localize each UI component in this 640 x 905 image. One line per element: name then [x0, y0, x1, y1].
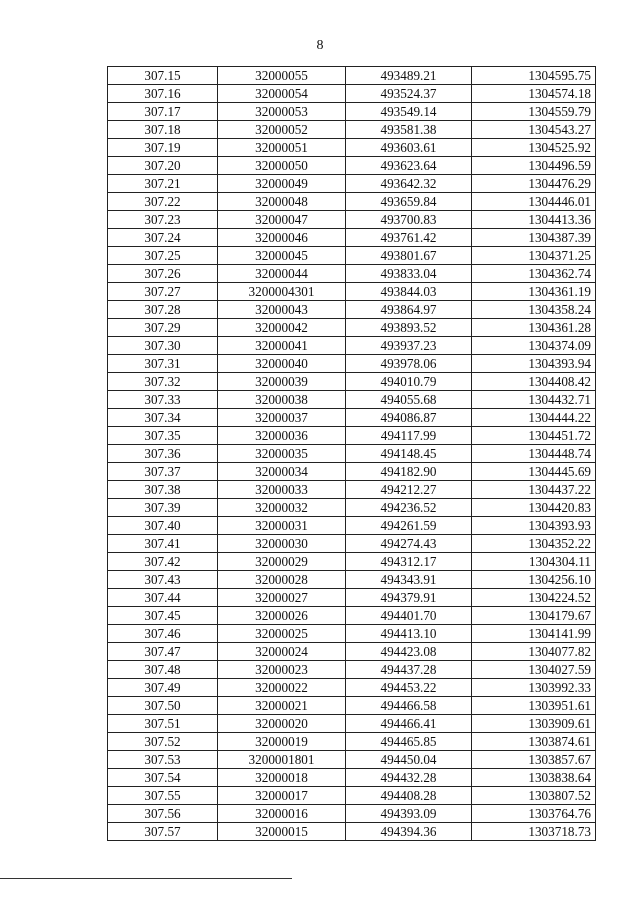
y-coordinate-cell: 1304141.99: [472, 625, 596, 643]
x-coordinate-cell: 494236.52: [346, 499, 472, 517]
table-row: [108, 211, 596, 229]
point-number-cell: 307.43: [108, 571, 218, 589]
point-id-cell: 32000053: [218, 103, 346, 121]
point-number-cell: 307.52: [108, 733, 218, 751]
point-id-cell: 32000046: [218, 229, 346, 247]
y-coordinate-cell: 1304496.59: [472, 157, 596, 175]
point-number-cell: 307.34: [108, 409, 218, 427]
table-row: [108, 319, 596, 337]
x-coordinate-cell: 493801.67: [346, 247, 472, 265]
point-number-cell: 307.28: [108, 301, 218, 319]
point-number-cell: 307.20: [108, 157, 218, 175]
y-coordinate-cell: 1304420.83: [472, 499, 596, 517]
y-coordinate-cell: 1304393.93: [472, 517, 596, 535]
x-coordinate-cell: 494394.36: [346, 823, 472, 841]
y-coordinate-cell: 1304437.22: [472, 481, 596, 499]
point-id-cell: 3200004301: [218, 283, 346, 301]
point-id-cell: 32000024: [218, 643, 346, 661]
footnote-separator-line: [0, 878, 292, 879]
x-coordinate-cell: 493659.84: [346, 193, 472, 211]
point-number-cell: 307.32: [108, 373, 218, 391]
point-number-cell: 307.17: [108, 103, 218, 121]
table-row: [108, 67, 596, 85]
point-number-cell: 307.27: [108, 283, 218, 301]
point-number-cell: 307.25: [108, 247, 218, 265]
y-coordinate-cell: 1304574.18: [472, 85, 596, 103]
x-coordinate-cell: 493864.97: [346, 301, 472, 319]
point-number-cell: 307.24: [108, 229, 218, 247]
point-id-cell: 32000015: [218, 823, 346, 841]
table-row: [108, 715, 596, 733]
x-coordinate-cell: 493833.04: [346, 265, 472, 283]
point-id-cell: 32000055: [218, 67, 346, 85]
x-coordinate-cell: 493937.23: [346, 337, 472, 355]
point-id-cell: 32000023: [218, 661, 346, 679]
y-coordinate-cell: 1304358.24: [472, 301, 596, 319]
y-coordinate-cell: 1304077.82: [472, 643, 596, 661]
y-coordinate-cell: 1304476.29: [472, 175, 596, 193]
point-number-cell: 307.42: [108, 553, 218, 571]
x-coordinate-cell: 493623.64: [346, 157, 472, 175]
point-number-cell: 307.44: [108, 589, 218, 607]
x-coordinate-cell: 494010.79: [346, 373, 472, 391]
table-row: [108, 625, 596, 643]
point-id-cell: 32000054: [218, 85, 346, 103]
x-coordinate-cell: 494212.27: [346, 481, 472, 499]
y-coordinate-cell: 1304224.52: [472, 589, 596, 607]
y-coordinate-cell: 1304451.72: [472, 427, 596, 445]
table-row: [108, 823, 596, 841]
x-coordinate-cell: 494432.28: [346, 769, 472, 787]
x-coordinate-cell: 493489.21: [346, 67, 472, 85]
y-coordinate-cell: 1304446.01: [472, 193, 596, 211]
table-row: [108, 643, 596, 661]
table-row: [108, 697, 596, 715]
table-row: [108, 391, 596, 409]
x-coordinate-cell: 493761.42: [346, 229, 472, 247]
point-number-cell: 307.15: [108, 67, 218, 85]
y-coordinate-cell: 1304387.39: [472, 229, 596, 247]
y-coordinate-cell: 1303992.33: [472, 679, 596, 697]
y-coordinate-cell: 1304408.42: [472, 373, 596, 391]
table-row: [108, 193, 596, 211]
y-coordinate-cell: 1304027.59: [472, 661, 596, 679]
point-id-cell: 32000016: [218, 805, 346, 823]
point-number-cell: 307.18: [108, 121, 218, 139]
table-row: [108, 409, 596, 427]
x-coordinate-cell: 494465.85: [346, 733, 472, 751]
point-number-cell: 307.54: [108, 769, 218, 787]
y-coordinate-cell: 1304393.94: [472, 355, 596, 373]
point-number-cell: 307.40: [108, 517, 218, 535]
y-coordinate-cell: 1304361.19: [472, 283, 596, 301]
x-coordinate-cell: 493524.37: [346, 85, 472, 103]
y-coordinate-cell: 1304362.74: [472, 265, 596, 283]
point-number-cell: 307.23: [108, 211, 218, 229]
y-coordinate-cell: 1304543.27: [472, 121, 596, 139]
y-coordinate-cell: 1304256.10: [472, 571, 596, 589]
x-coordinate-cell: 494453.22: [346, 679, 472, 697]
point-number-cell: 307.29: [108, 319, 218, 337]
point-number-cell: 307.47: [108, 643, 218, 661]
x-coordinate-cell: 494401.70: [346, 607, 472, 625]
table-row: [108, 679, 596, 697]
point-id-cell: 32000026: [218, 607, 346, 625]
table-row: [108, 769, 596, 787]
table-row: [108, 283, 596, 301]
y-coordinate-cell: 1304525.92: [472, 139, 596, 157]
x-coordinate-cell: 493603.61: [346, 139, 472, 157]
point-number-cell: 307.38: [108, 481, 218, 499]
point-id-cell: 32000034: [218, 463, 346, 481]
point-id-cell: 32000032: [218, 499, 346, 517]
y-coordinate-cell: 1304352.22: [472, 535, 596, 553]
coordinates-table-body: [108, 67, 596, 841]
table-row: [108, 121, 596, 139]
table-row: [108, 427, 596, 445]
point-number-cell: 307.30: [108, 337, 218, 355]
table-row: [108, 373, 596, 391]
point-id-cell: 32000050: [218, 157, 346, 175]
point-number-cell: 307.46: [108, 625, 218, 643]
x-coordinate-cell: 494466.41: [346, 715, 472, 733]
point-id-cell: 32000044: [218, 265, 346, 283]
x-coordinate-cell: 494379.91: [346, 589, 472, 607]
table-row: [108, 805, 596, 823]
point-id-cell: 32000022: [218, 679, 346, 697]
y-coordinate-cell: 1303874.61: [472, 733, 596, 751]
point-number-cell: 307.49: [108, 679, 218, 697]
point-id-cell: 32000031: [218, 517, 346, 535]
table-row: [108, 265, 596, 283]
y-coordinate-cell: 1303718.73: [472, 823, 596, 841]
point-id-cell: 32000029: [218, 553, 346, 571]
point-number-cell: 307.19: [108, 139, 218, 157]
y-coordinate-cell: 1303838.64: [472, 769, 596, 787]
point-id-cell: 32000043: [218, 301, 346, 319]
point-number-cell: 307.55: [108, 787, 218, 805]
point-id-cell: 32000021: [218, 697, 346, 715]
table-row: [108, 589, 596, 607]
table-row: [108, 535, 596, 553]
y-coordinate-cell: 1304179.67: [472, 607, 596, 625]
point-number-cell: 307.50: [108, 697, 218, 715]
y-coordinate-cell: 1304445.69: [472, 463, 596, 481]
coordinates-table: [107, 66, 596, 841]
x-coordinate-cell: 494393.09: [346, 805, 472, 823]
x-coordinate-cell: 494182.90: [346, 463, 472, 481]
table-row: [108, 787, 596, 805]
y-coordinate-cell: 1304448.74: [472, 445, 596, 463]
y-coordinate-cell: 1304374.09: [472, 337, 596, 355]
table-row: [108, 355, 596, 373]
point-id-cell: 32000019: [218, 733, 346, 751]
y-coordinate-cell: 1304371.25: [472, 247, 596, 265]
y-coordinate-cell: 1303951.61: [472, 697, 596, 715]
point-id-cell: 32000052: [218, 121, 346, 139]
x-coordinate-cell: 494466.58: [346, 697, 472, 715]
point-number-cell: 307.22: [108, 193, 218, 211]
x-coordinate-cell: 493581.38: [346, 121, 472, 139]
table-row: [108, 463, 596, 481]
x-coordinate-cell: 494408.28: [346, 787, 472, 805]
x-coordinate-cell: 494274.43: [346, 535, 472, 553]
point-id-cell: 32000027: [218, 589, 346, 607]
point-number-cell: 307.57: [108, 823, 218, 841]
y-coordinate-cell: 1304559.79: [472, 103, 596, 121]
table-row: [108, 175, 596, 193]
x-coordinate-cell: 494312.17: [346, 553, 472, 571]
y-coordinate-cell: 1304595.75: [472, 67, 596, 85]
table-row: [108, 85, 596, 103]
point-number-cell: 307.53: [108, 751, 218, 769]
y-coordinate-cell: 1304304.11: [472, 553, 596, 571]
x-coordinate-cell: 494086.87: [346, 409, 472, 427]
table-row: [108, 103, 596, 121]
point-id-cell: 32000028: [218, 571, 346, 589]
x-coordinate-cell: 494148.45: [346, 445, 472, 463]
point-id-cell: 32000037: [218, 409, 346, 427]
point-id-cell: 32000047: [218, 211, 346, 229]
x-coordinate-cell: 493978.06: [346, 355, 472, 373]
x-coordinate-cell: 493549.14: [346, 103, 472, 121]
table-row: [108, 571, 596, 589]
y-coordinate-cell: 1304432.71: [472, 391, 596, 409]
y-coordinate-cell: 1304361.28: [472, 319, 596, 337]
x-coordinate-cell: 493893.52: [346, 319, 472, 337]
y-coordinate-cell: 1303807.52: [472, 787, 596, 805]
x-coordinate-cell: 493844.03: [346, 283, 472, 301]
y-coordinate-cell: 1304413.36: [472, 211, 596, 229]
x-coordinate-cell: 493700.83: [346, 211, 472, 229]
table-row: [108, 607, 596, 625]
x-coordinate-cell: 494117.99: [346, 427, 472, 445]
point-number-cell: 307.56: [108, 805, 218, 823]
y-coordinate-cell: 1304444.22: [472, 409, 596, 427]
table-row: [108, 733, 596, 751]
table-row: [108, 337, 596, 355]
point-id-cell: 32000039: [218, 373, 346, 391]
point-id-cell: 32000045: [218, 247, 346, 265]
table-row: [108, 751, 596, 769]
y-coordinate-cell: 1303857.67: [472, 751, 596, 769]
y-coordinate-cell: 1303909.61: [472, 715, 596, 733]
point-id-cell: 32000051: [218, 139, 346, 157]
table-row: [108, 499, 596, 517]
point-number-cell: 307.51: [108, 715, 218, 733]
point-number-cell: 307.36: [108, 445, 218, 463]
y-coordinate-cell: 1303764.76: [472, 805, 596, 823]
x-coordinate-cell: 493642.32: [346, 175, 472, 193]
table-row: [108, 661, 596, 679]
x-coordinate-cell: 494450.04: [346, 751, 472, 769]
point-id-cell: 3200001801: [218, 751, 346, 769]
point-number-cell: 307.21: [108, 175, 218, 193]
table-row: [108, 517, 596, 535]
point-number-cell: 307.45: [108, 607, 218, 625]
point-number-cell: 307.26: [108, 265, 218, 283]
x-coordinate-cell: 494437.28: [346, 661, 472, 679]
table-row: [108, 481, 596, 499]
table-row: [108, 553, 596, 571]
point-id-cell: 32000036: [218, 427, 346, 445]
x-coordinate-cell: 494413.10: [346, 625, 472, 643]
point-id-cell: 32000041: [218, 337, 346, 355]
point-id-cell: 32000033: [218, 481, 346, 499]
table-row: [108, 301, 596, 319]
point-id-cell: 32000049: [218, 175, 346, 193]
table-row: [108, 229, 596, 247]
point-number-cell: 307.33: [108, 391, 218, 409]
page-number: 8: [316, 38, 324, 53]
point-id-cell: 32000018: [218, 769, 346, 787]
point-id-cell: 32000025: [218, 625, 346, 643]
point-id-cell: 32000040: [218, 355, 346, 373]
point-id-cell: 32000020: [218, 715, 346, 733]
point-id-cell: 32000048: [218, 193, 346, 211]
x-coordinate-cell: 494423.08: [346, 643, 472, 661]
table-row: [108, 445, 596, 463]
point-number-cell: 307.48: [108, 661, 218, 679]
table-row: [108, 247, 596, 265]
point-id-cell: 32000038: [218, 391, 346, 409]
point-number-cell: 307.37: [108, 463, 218, 481]
table-row: [108, 157, 596, 175]
point-id-cell: 32000030: [218, 535, 346, 553]
point-id-cell: 32000042: [218, 319, 346, 337]
point-number-cell: 307.35: [108, 427, 218, 445]
point-number-cell: 307.39: [108, 499, 218, 517]
x-coordinate-cell: 494055.68: [346, 391, 472, 409]
x-coordinate-cell: 494261.59: [346, 517, 472, 535]
point-id-cell: 32000017: [218, 787, 346, 805]
point-number-cell: 307.31: [108, 355, 218, 373]
point-number-cell: 307.16: [108, 85, 218, 103]
x-coordinate-cell: 494343.91: [346, 571, 472, 589]
point-number-cell: 307.41: [108, 535, 218, 553]
point-id-cell: 32000035: [218, 445, 346, 463]
table-row: [108, 139, 596, 157]
